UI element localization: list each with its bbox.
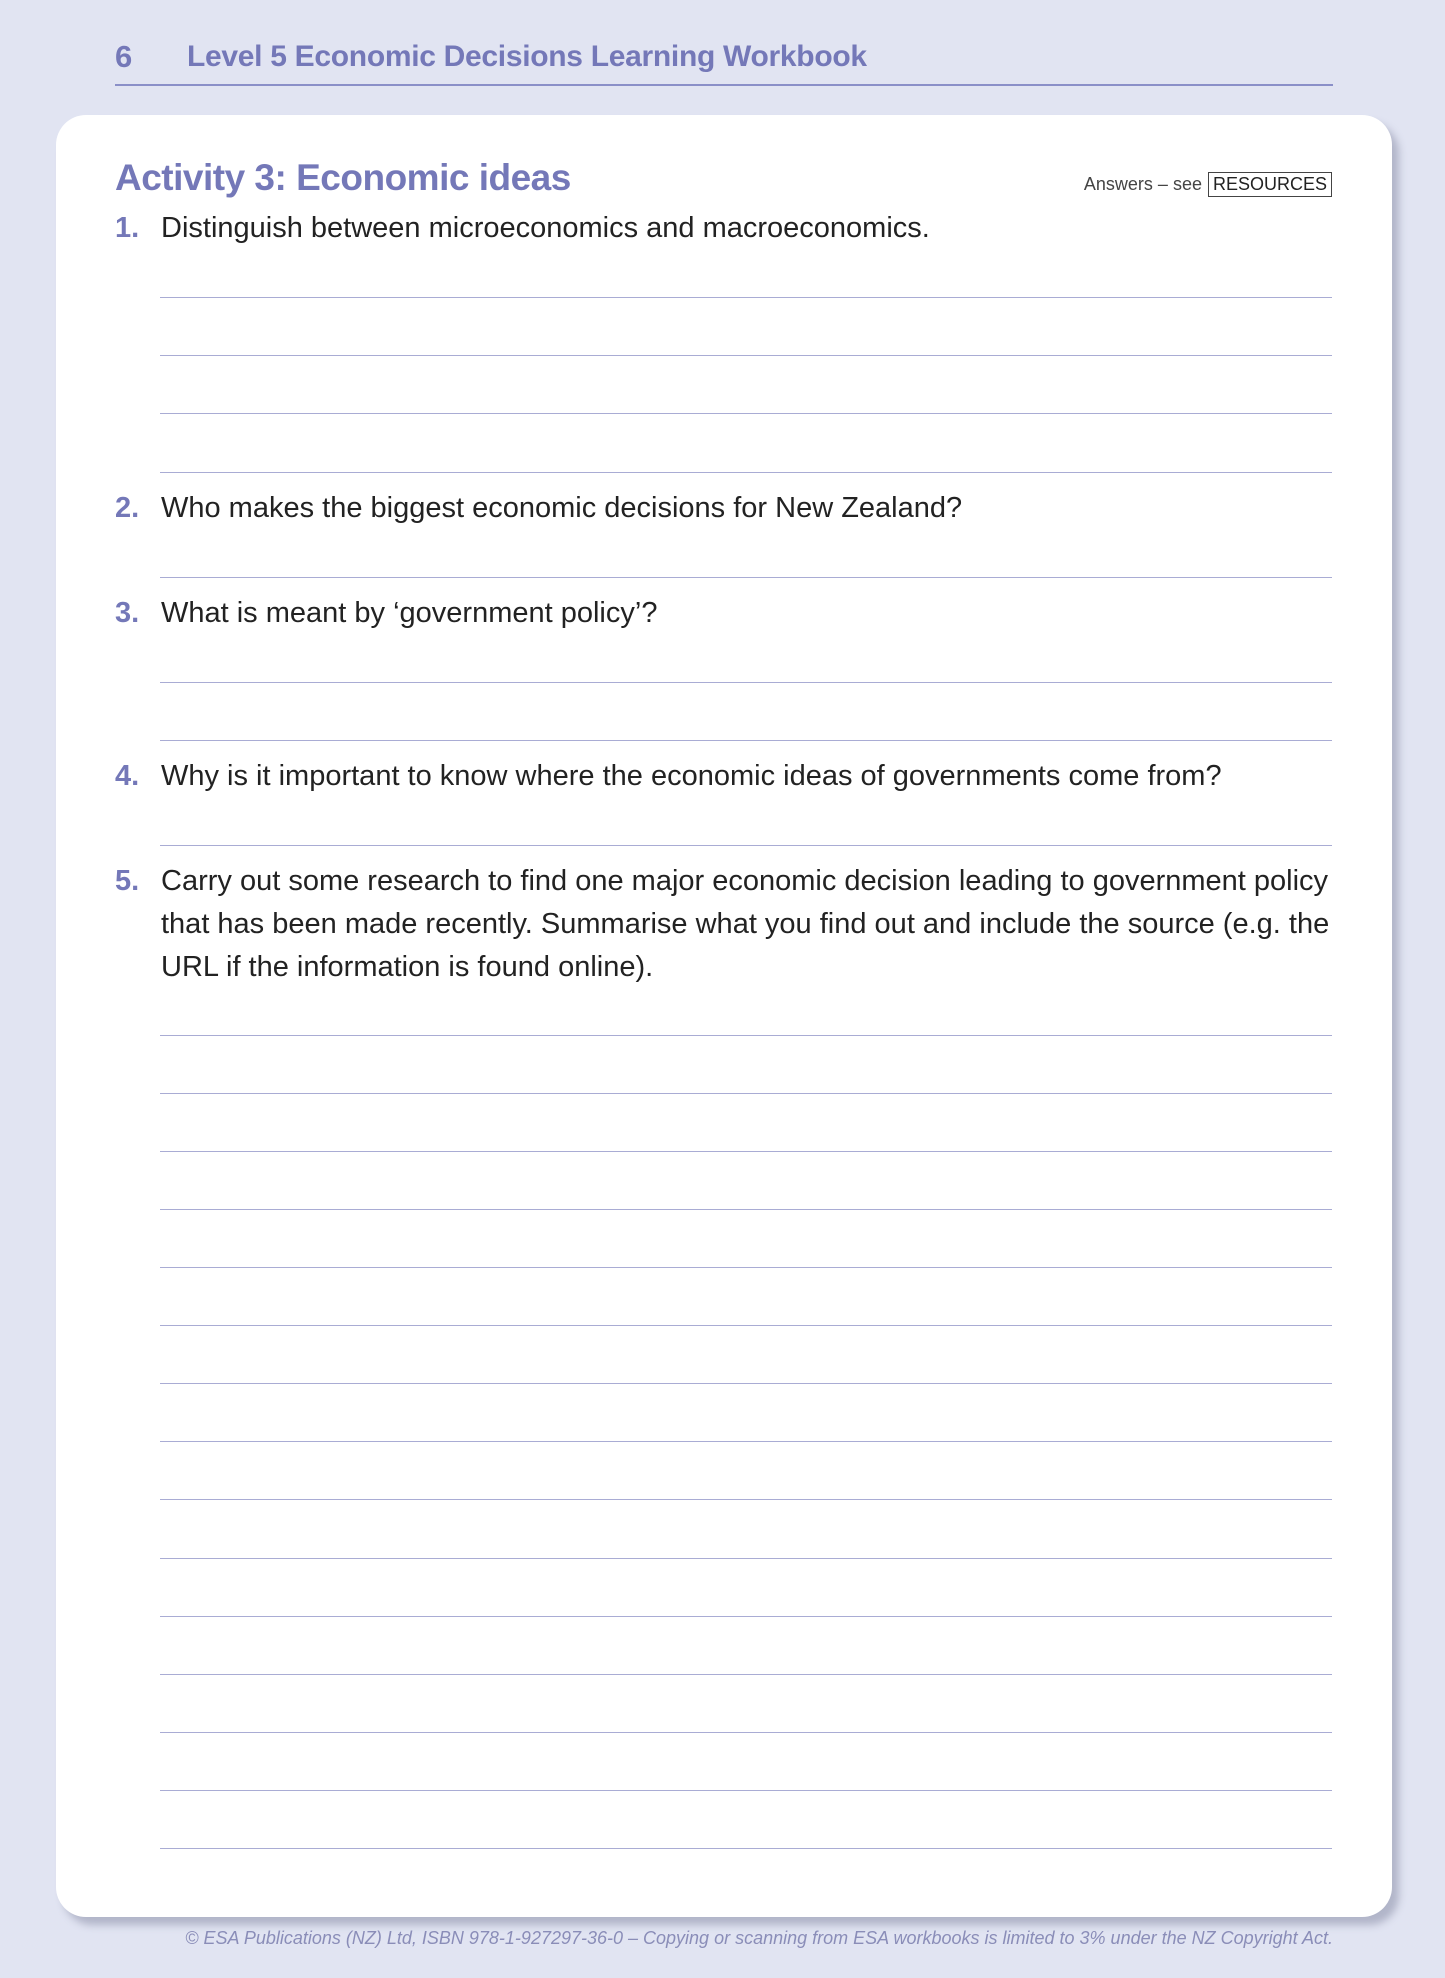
- resources-box: RESOURCES: [1208, 172, 1332, 197]
- book-title: Level 5 Economic Decisions Learning Workbook: [187, 40, 867, 73]
- activity-card: [56, 115, 1392, 1917]
- answer-line[interactable]: [160, 1383, 1332, 1384]
- answer-line[interactable]: [160, 1848, 1332, 1849]
- answer-line[interactable]: [160, 1325, 1332, 1326]
- page-header: [115, 30, 1333, 86]
- answer-line[interactable]: [160, 577, 1332, 578]
- answer-line[interactable]: [160, 1790, 1332, 1791]
- answer-line[interactable]: [160, 472, 1332, 473]
- copyright-footer: © ESA Publications (NZ) Ltd, ISBN 978-1-927297-36-0 – Copying or scanning from ESA workbooks is limited to 3% under the NZ Copyright Act.: [185, 1928, 1333, 1948]
- answer-line[interactable]: [160, 1209, 1332, 1210]
- question-number: 3.: [115, 597, 140, 629]
- answer-line[interactable]: [160, 845, 1332, 846]
- activity-title: Activity 3: Economic ideas: [115, 157, 571, 198]
- answer-line[interactable]: [160, 413, 1332, 414]
- question-5: [115, 860, 1335, 989]
- page-number: 6: [115, 39, 133, 74]
- answer-line[interactable]: [160, 1093, 1332, 1094]
- answer-line[interactable]: [160, 1035, 1332, 1036]
- question-number: 2.: [115, 492, 140, 524]
- answer-line[interactable]: [160, 1616, 1332, 1617]
- question-number: 4.: [115, 760, 140, 792]
- question-text: Distinguish between microeconomics and macroeconomics.: [161, 212, 930, 244]
- question-text: Who makes the biggest economic decisions for New Zealand?: [161, 492, 963, 524]
- answer-line[interactable]: [160, 1267, 1332, 1268]
- answer-line[interactable]: [160, 297, 1332, 298]
- answer-line[interactable]: [160, 355, 1332, 356]
- answer-line[interactable]: [160, 1499, 1332, 1500]
- question-3: [115, 592, 1335, 635]
- question-number: 1.: [115, 212, 140, 244]
- answer-line[interactable]: [160, 1441, 1332, 1442]
- question-4: [115, 755, 1335, 798]
- question-text: What is meant by ‘government policy’?: [161, 597, 658, 629]
- question-1: [115, 207, 1335, 250]
- question-text: Why is it important to know where the economic ideas of governments come from?: [161, 760, 1222, 792]
- answer-line[interactable]: [160, 1732, 1332, 1733]
- answer-line[interactable]: [160, 740, 1332, 741]
- question-number: 5.: [115, 865, 140, 897]
- answer-line[interactable]: [160, 1674, 1332, 1675]
- question-text: Carry out some research to find one major economic decision leading to government policy that has been made recently. Summarise what you find out and include the source (e.g. the URL if the information is found online).: [161, 865, 1330, 983]
- answer-line[interactable]: [160, 1558, 1332, 1559]
- answer-line[interactable]: [160, 1151, 1332, 1152]
- answers-note: [1084, 172, 1332, 197]
- question-2: [115, 487, 1335, 530]
- answers-prefix: Answers – see: [1083, 174, 1202, 194]
- answer-line[interactable]: [160, 682, 1332, 683]
